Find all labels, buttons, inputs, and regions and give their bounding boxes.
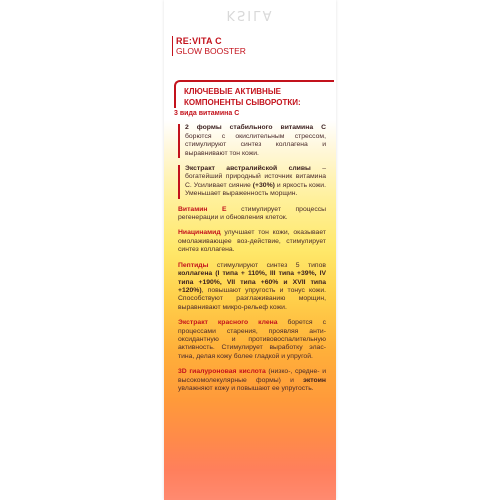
- product-box-side: [164, 0, 336, 500]
- ingredient-name: Пептиды: [178, 261, 209, 269]
- ingredients-list: [174, 110, 327, 400]
- ingredient-peptides: [178, 262, 326, 312]
- ingredient-plum-extract: [178, 165, 326, 199]
- vitamin-c-subheading: 3 вида витамина С: [174, 110, 240, 117]
- ingredient-name: Экстракт австралийской сливы: [185, 165, 311, 173]
- ingredient-name: Ниацинамид: [178, 229, 221, 237]
- ingredient-desc: стимулируют синтез 5 типов: [208, 261, 326, 269]
- key-ingredients-heading: [174, 80, 334, 108]
- ingredient-stat: коллагена (I типа + 110%, III типа +39%, IV типа +190%, VII типа +60% и XVII типа +120%): [178, 270, 326, 294]
- ingredient-name: 2 формы стабильного витамина С: [185, 124, 326, 132]
- brand-logo-mirrored: KSILA: [226, 7, 274, 22]
- ingredient-vitamin-e: [178, 206, 326, 223]
- ingredient-name: Витамин Е: [178, 205, 227, 213]
- ingredient-desc: борется с процессами старения, проявляя анти-оксидантную и противовоспалительную активность. Стимулирует выработку элас-тина, делая кожу более гладкой и упругой.: [178, 319, 326, 360]
- ingredient-desc: борются с окислительным стрессом, стимулируют синтез коллагена и выравнивают тон кожи.: [185, 132, 326, 157]
- product-line: RE:VITA C: [176, 36, 222, 46]
- ingredient-desc: увлажняют кожу и повышают ее упругость.: [178, 384, 314, 392]
- ingredient-desc: улучшает тон кожи, оказывает омолаживающее воз-действие, стимулирует синтез коллагена.: [178, 229, 326, 254]
- ingredient-vitamin-c-forms: [178, 124, 326, 158]
- ingredient-desc: – богатейший природный источник витамина С. Усиливает сияние: [185, 165, 326, 189]
- ingredient-name: 3D гиалуроновая кислота: [178, 368, 266, 376]
- ingredient-desc: (низко-, средне- и высокомолекулярные формы) и: [178, 368, 327, 384]
- heading-line-1: КЛЮЧЕВЫЕ АКТИВНЫЕ: [184, 87, 281, 96]
- ingredient-desc: , повышают упругость и тонус кожи. Способствуют разглаживанию морщин, выравнивают микро-рельеф кожи.: [178, 286, 326, 311]
- ingredient-maple-extract: [178, 319, 326, 361]
- ingredient-niacinamide: [178, 229, 326, 254]
- ingredient-desc: и яркость кожи. Уменьшает выраженность морщин.: [185, 181, 326, 198]
- product-subline: GLOW BOOSTER: [176, 46, 246, 56]
- ingredient-name: Экстракт красного клена: [178, 319, 278, 327]
- ingredient-desc: стимулирует процессы регенерации и обновления клеток.: [178, 205, 327, 222]
- ingredient-hyaluronic-acid: [178, 368, 326, 393]
- ingredient-stat: (+30%): [252, 181, 275, 189]
- product-name: [172, 36, 246, 56]
- ingredient-name: эктоин: [303, 376, 326, 384]
- heading-line-2: КОМПОНЕНТЫ СЫВОРОТКИ:: [184, 98, 301, 107]
